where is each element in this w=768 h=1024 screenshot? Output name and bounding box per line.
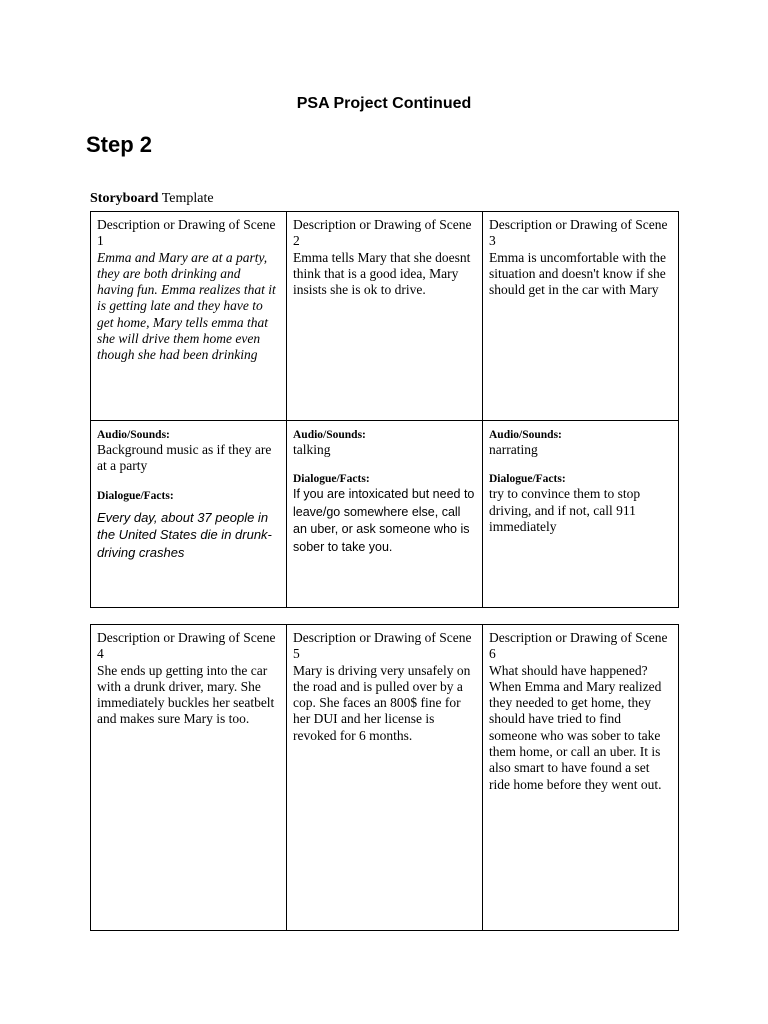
scene-1-cell (91, 212, 287, 421)
dialogue-text: try to convince them to stop driving, and if not, call 911 immediately (489, 486, 641, 534)
scene-6-cell (483, 625, 679, 931)
scene-4-cell (91, 625, 287, 931)
scene-1-audio-cell (91, 421, 287, 608)
scene-5-text: Mary is driving very unsafely on the road and is pulled over by a cop. She faces an 800$ fine for her DUI and her license is revoked for 6 months. (293, 662, 471, 743)
scene-5-cell (287, 625, 483, 931)
scene-2-cell (287, 212, 483, 421)
audio-text: Background music as if they are at a party (97, 442, 272, 474)
scene-5-heading: Description or Drawing of Scene 5 (293, 630, 472, 662)
scene-6-heading: Description or Drawing of Scene 6 (489, 630, 668, 662)
scene-2-audio-cell (287, 421, 483, 608)
scene-4-heading: Description or Drawing of Scene 4 (97, 630, 276, 662)
audio-label: Audio/Sounds: (489, 429, 562, 441)
audio-dialogue-row (91, 421, 679, 608)
scene-description-row (91, 625, 679, 931)
storyboard-label-bold: Storyboard (90, 191, 159, 206)
scene-6-text: What should have happened? When Emma and Mary realized they needed to get home, they should have tried to find someone who was sober to take them home, or call an uber. It is also smart to have found a set ride home before they went out. (489, 662, 662, 792)
scene-1-heading: Description or Drawing of Scene 1 (97, 217, 276, 249)
storyboard-label-rest: Template (158, 191, 214, 206)
scene-2-heading: Description or Drawing of Scene 2 (293, 217, 472, 249)
storyboard-template-label (90, 191, 214, 207)
audio-text: narrating (489, 442, 538, 457)
scene-1-text: Emma and Mary are at a party, they are both drinking and having fun. Emma realizes that it is getting late and they have to get home, Mary tells emma that she will drive them home even though she had been drinking (97, 249, 276, 363)
audio-label: Audio/Sounds: (293, 429, 366, 441)
step-heading: Step 2 (86, 132, 153, 157)
scene-2-text: Emma tells Mary that she doesnt think that is a good idea, Mary insists she is ok to drive. (293, 249, 471, 298)
dialogue-text: If you are intoxicated but need to leave/go somewhere else, call an uber, or ask someone who is sober to take you. (293, 487, 475, 554)
scene-4-text: She ends up getting into the car with a drunk driver, mary. She immediately buckles her seatbelt and makes sure Mary is too. (97, 662, 275, 727)
scene-3-heading: Description or Drawing of Scene 3 (489, 217, 668, 249)
dialogue-label: Dialogue/Facts: (293, 473, 370, 486)
document-title: PSA Project Continued (296, 95, 472, 112)
scene-3-audio-cell (483, 421, 679, 608)
scene-description-row (91, 212, 679, 421)
dialogue-text: Every day, about 37 people in the United States die in drunk-driving crashes (97, 509, 272, 560)
audio-label: Audio/Sounds: (97, 429, 170, 441)
scene-3-cell (483, 212, 679, 421)
dialogue-label: Dialogue/Facts: (489, 473, 566, 486)
storyboard-table-1 (90, 211, 679, 608)
scene-3-text: Emma is uncomfortable with the situation and doesn't know if she should get in the car with Mary (489, 249, 666, 298)
audio-text: talking (293, 442, 331, 457)
storyboard-table-2 (90, 624, 679, 931)
dialogue-label: Dialogue/Facts: (97, 489, 174, 502)
